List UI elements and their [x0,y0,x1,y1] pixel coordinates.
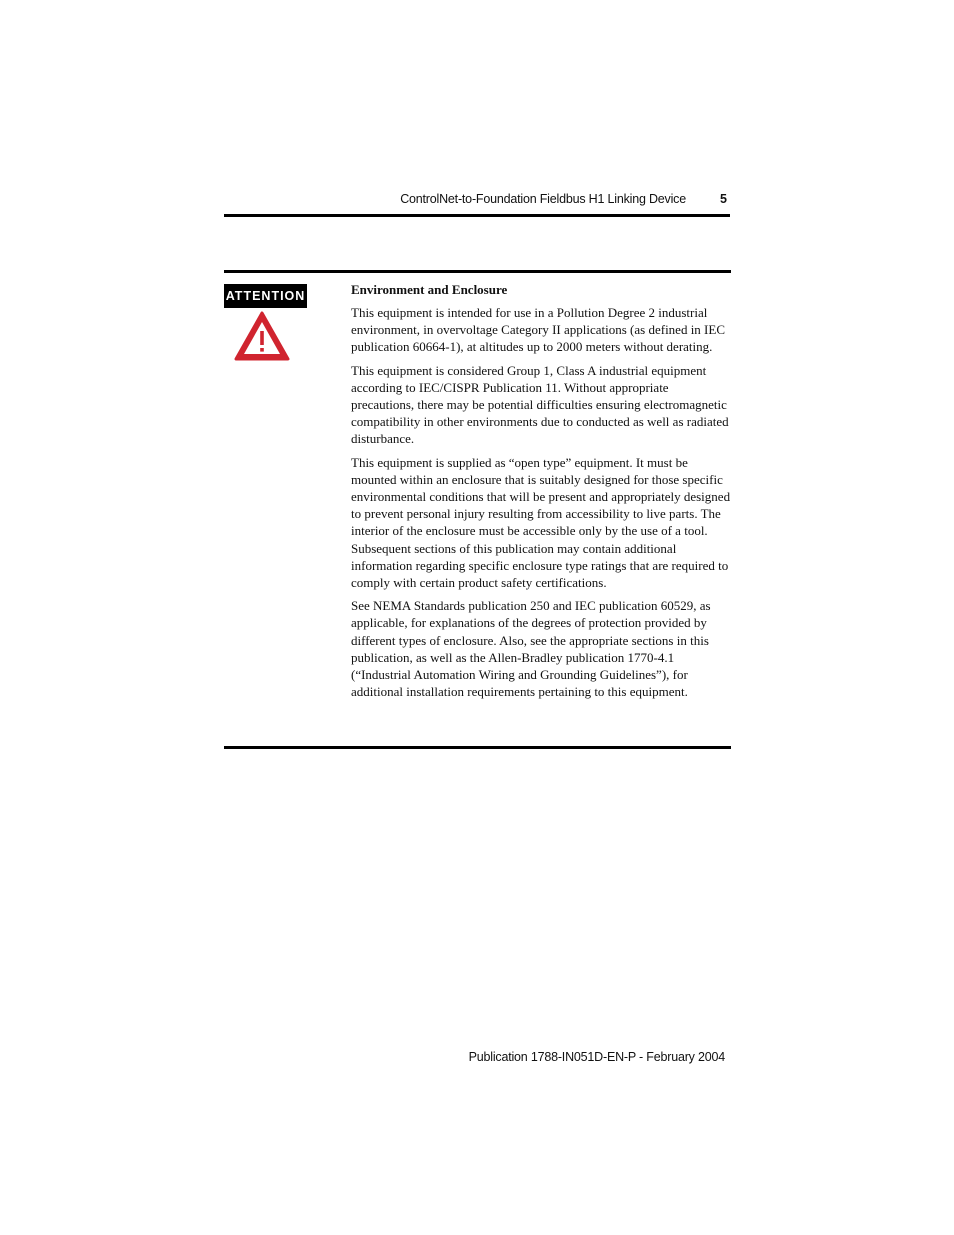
page-number: 5 [720,192,727,206]
publication-footer: Publication 1788-IN051D-EN-P - February 2004 [468,1050,725,1064]
attention-box-bottom-rule [224,746,731,749]
attention-paragraph-4: See NEMA Standards publication 250 and IEC publication 60529, as applicable, for explanations of the degrees of protection provided by different types of enclosure. Also, see the appropriate sections in this publication, as well as the Allen-Bradley publication 1770-4.1 (“Industrial Automation Wiring and Grounding Guidelines”), for additional installation requirements pertaining to this equipment. [351,598,711,700]
attention-paragraph-1: This equipment is intended for use in a Pollution Degree 2 industrial environment, in overvoltage Category II applications (as defined in IEC publication 60664-1), at altitudes up to 2000 meters without derating. [351,305,725,355]
attention-badge: ATTENTION [224,284,307,308]
warning-triangle-icon [234,311,290,362]
attention-heading: Environment and Enclosure [351,282,508,297]
attention-content [351,282,731,706]
header-rule [224,214,730,217]
attention-paragraph-3: This equipment is supplied as “open type” equipment. It must be mounted within an enclosure that is suitably designed for those specific environmental conditions that will be present and appropriately designed to prevent personal injury resulting from accessibility to live parts. The interior of the enclosure must be accessible only by the use of a tool. Subsequent sections of this publication may contain additional information regarding specific enclosure type ratings that are required to comply with certain product safety certifications. [351,454,731,591]
attention-box-top-rule [224,270,731,273]
attention-paragraph-2: This equipment is considered Group 1, Class A industrial equipment according to IEC/CISPR Publication 11. Without appropriate precautions, there may be potential difficulties ensuring electromagnetic compatibility in other environments due to conducted as well as radiated disturbance. [351,362,729,447]
running-header-title: ControlNet-to-Foundation Fieldbus H1 Linking Device [400,192,686,206]
